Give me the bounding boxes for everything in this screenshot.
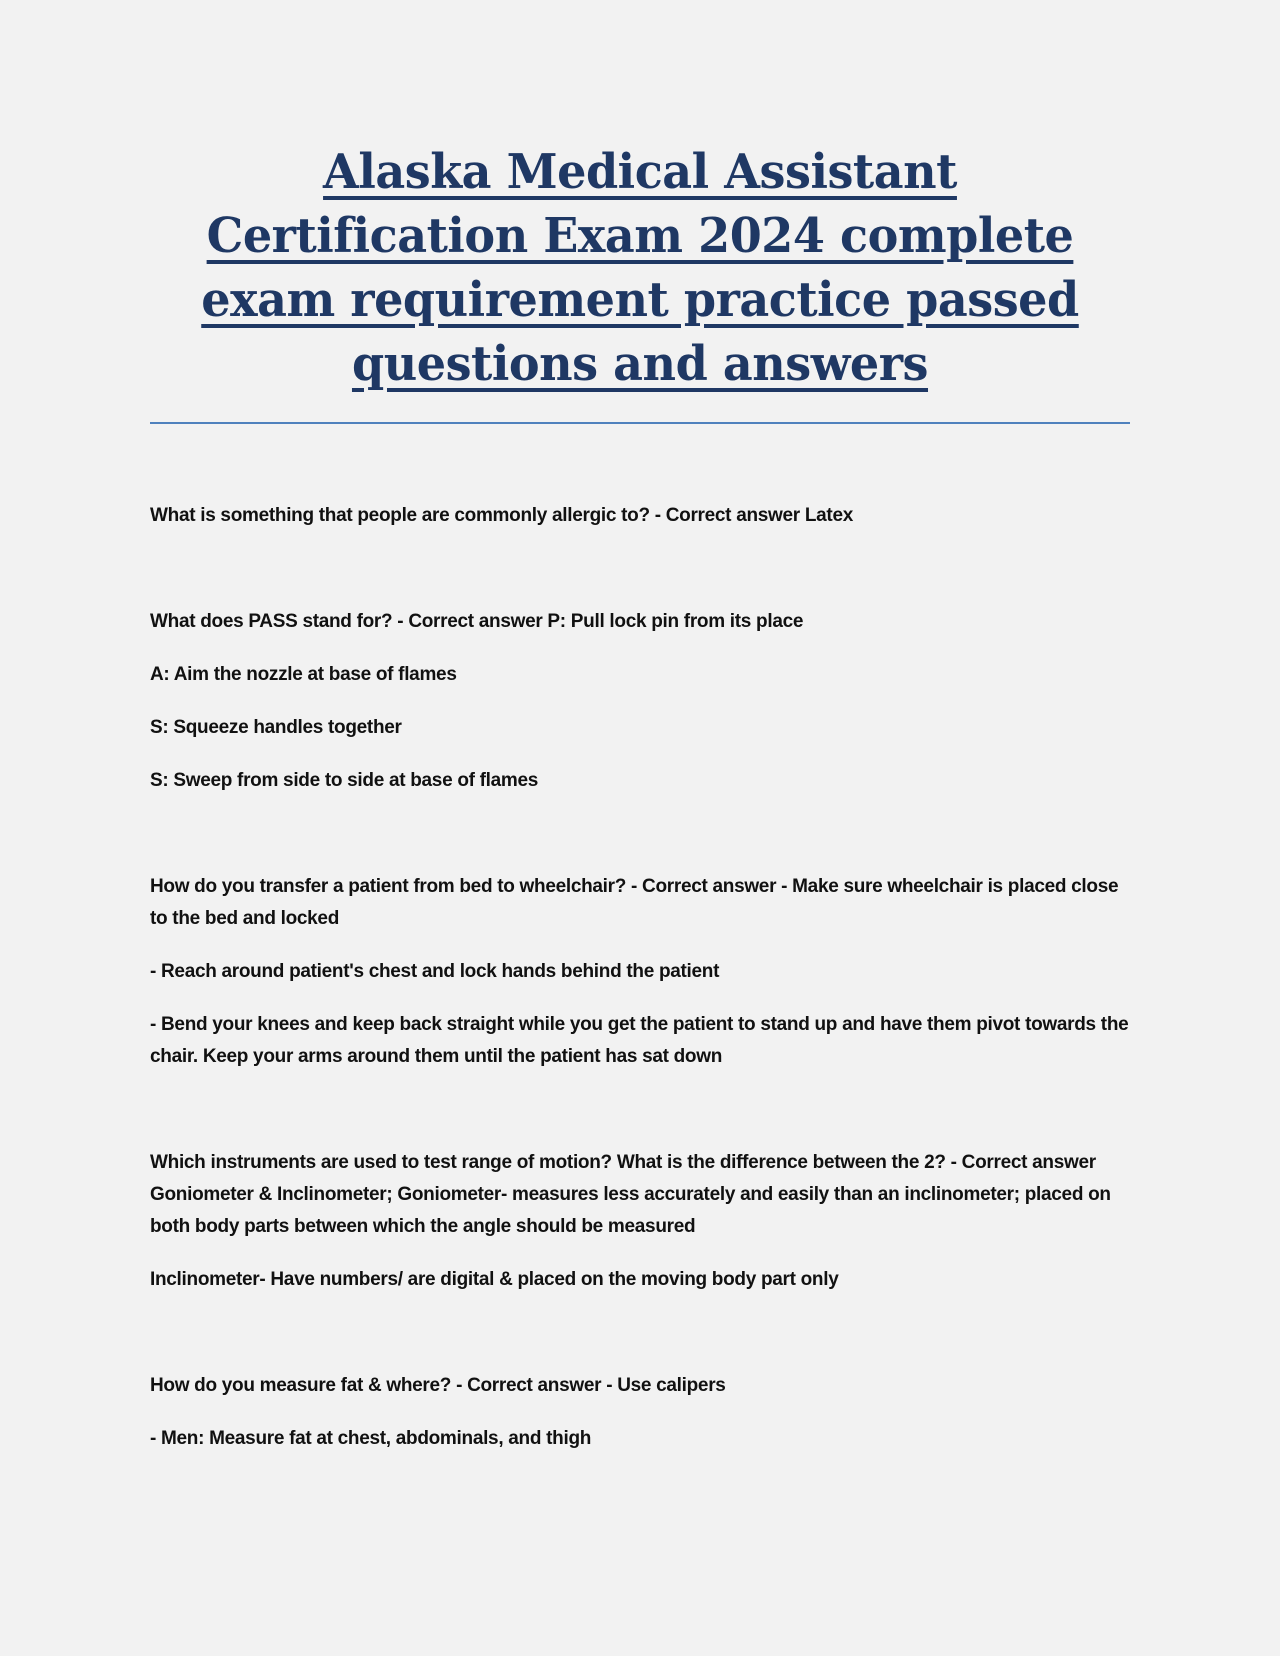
qa-item	[150, 1370, 1130, 1455]
qa-answer-line: - Men: Measure fat at chest, abdominals, and thigh	[150, 1428, 592, 1449]
qa-answer-line: S: Sweep from side to side at base of flames	[150, 770, 539, 791]
qa-answer-line: - Bend your knees and keep back straight while you get the patient to stand up and have them pivot towards the chair. Keep your arms around them until the patient has sat down	[150, 1014, 1129, 1067]
qa-item	[150, 500, 1130, 532]
qa-body	[150, 500, 1130, 1476]
qa-answer-line: S: Squeeze handles together	[150, 717, 402, 738]
qa-question: What does PASS stand for? - Correct answer P: Pull lock pin from its place	[150, 611, 804, 632]
qa-question: How do you transfer a patient from bed to wheelchair? - Correct answer - Make sure wheelchair is placed close to the bed and locked	[150, 876, 1119, 929]
qa-question: What is something that people are commonly allergic to? - Correct answer Latex	[150, 505, 853, 526]
qa-item	[150, 1147, 1130, 1296]
title-divider	[150, 422, 1130, 424]
qa-answer-line: A: Aim the nozzle at base of flames	[150, 664, 457, 685]
qa-answer-line: Inclinometer- Have numbers/ are digital & placed on the moving body part only	[150, 1269, 839, 1290]
qa-answer-line: - Reach around patient's chest and lock hands behind the patient	[150, 961, 720, 982]
qa-item	[150, 871, 1130, 1073]
qa-question: How do you measure fat & where? - Correct answer - Use calipers	[150, 1375, 726, 1396]
document-page	[150, 140, 1130, 1449]
document-title: Alaska Medical Assistant Certification Exam 2024 complete exam requirement practice passed questions and answers	[201, 144, 1079, 392]
qa-question: Which instruments are used to test range of motion? What is the difference between the 2? - Correct answer Goniometer & Inclinometer; Goniometer- measures less accurately and easily than an inclinometer; placed on both body parts between which the angle should be measured	[150, 1152, 1111, 1237]
qa-item	[150, 606, 1130, 797]
